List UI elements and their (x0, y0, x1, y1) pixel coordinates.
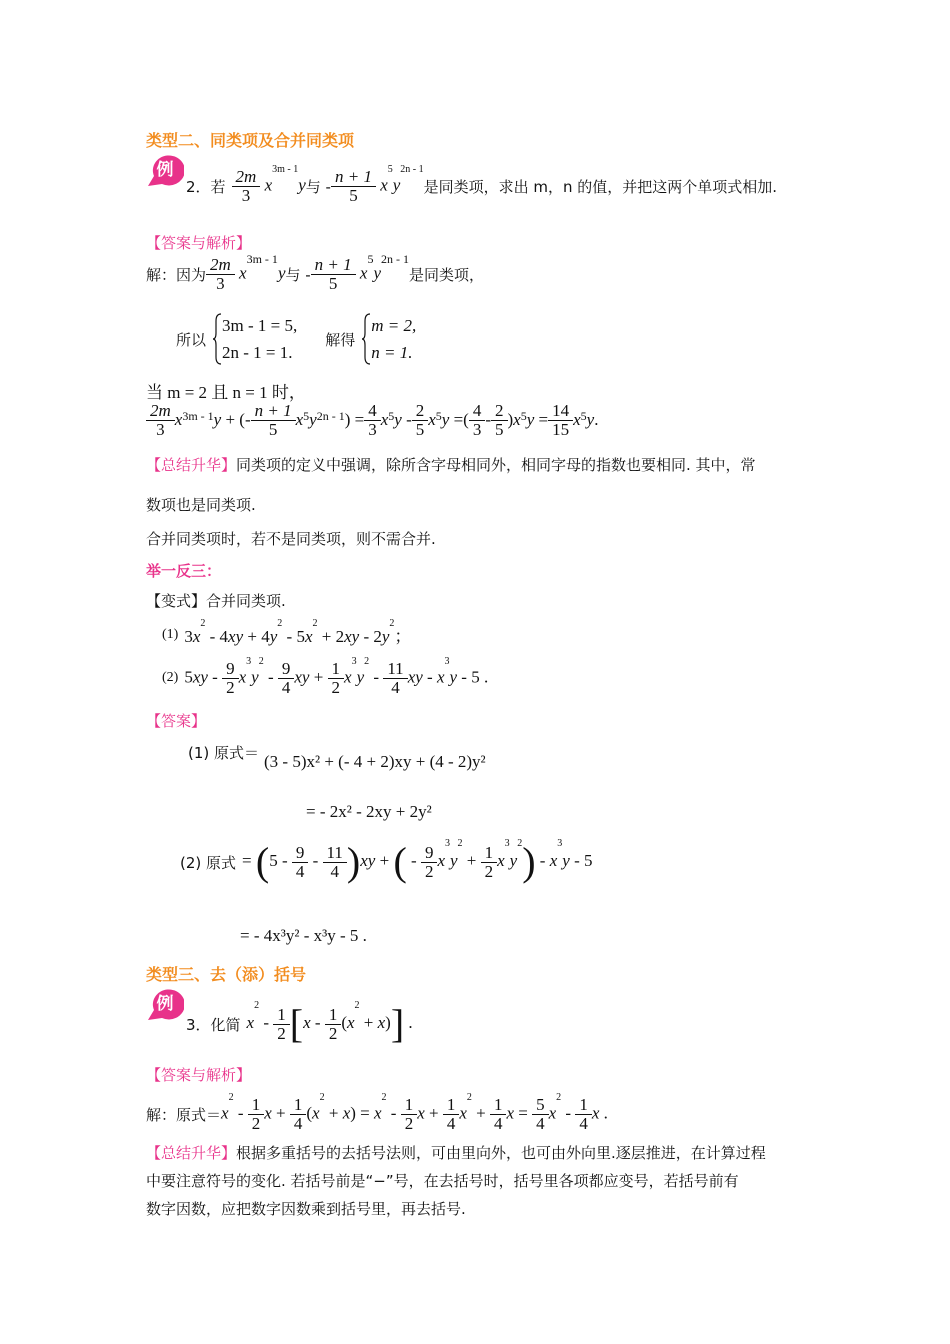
sum-expression: $\frac{2m}{3}$ x $^{3m - 1}$ y + (- $\frac{n + 1}{5}$ x $^5$ y $^{2n - 1}$ ) = $\frac{4}{3}$ x $^5$ y - $\frac{2}{5}$ x $^5$ y =( $\frac{4}{3}$ - $\frac{2}{5}$ ) x $^5$ y = $\frac{14}{15}$ x $^5$ y . (146, 402, 598, 439)
equation-system: 所以 3m - 1 = 5, 2n - 1 = 1. 解得 m = 2, n = 1. (176, 316, 417, 363)
summary-2-line2: 数项也是同类项. (146, 496, 256, 514)
exercise-1: (1) $3x^2 - 4xy + 4y^2 - 5x^2 + 2xy - 2y^2$； (162, 618, 412, 646)
practice-label: 【变式】合并同类项. (146, 592, 286, 610)
answer-label: 【答案与解析】 (146, 234, 252, 252)
summary-3-line2: 中要注意符号的变化. 若括号前是“−”号，在去括号时，括号里各项都应变号，若括号前有 (146, 1172, 739, 1190)
answer-2-line2: = - 4x³y² - x³y - 5 . (240, 926, 367, 945)
svg-text:例: 例 (156, 994, 174, 1014)
solution-2-line1: 解：因为 $\frac{2m}{3}$ $x^{3m - 1}y$ 与 - $\frac{n + 1}{5}$ $x^5y^{2n - 1}$ 是同类项， (146, 252, 485, 293)
example-badge-icon (144, 152, 184, 188)
summary-3-line3: 数字因数，应把数字因数乘到括号里，再去括号. (146, 1200, 466, 1218)
section-3-title: 类型三、去（添）括号 (146, 965, 307, 984)
solution-3: 解：原式＝ $x^2$ - $\frac{1}{2}$ x + $\frac{1}{4}$ $(x^2 + x) = x^2$ - $\frac{1}{2}$ x + $\frac{1}{4}$ $x^2$ + $\frac{1}{4}$ x = $\frac{5}{4}$ $x^2$ - $\frac{1}{4}$ x . (146, 1092, 608, 1133)
answer-1-line1: (3 - 5)x² + (- 4 + 2)xy + (4 - 2)y² (264, 752, 486, 771)
exercise-2: (2) 5xy - $\frac{9}{2}$ $x^3y^2$ - $\frac{9}{4}$ xy + $\frac{1}{2}$ $x^3y^2$ - $\frac{11}{4}$ xy - $x^3y - 5$ . (162, 656, 489, 697)
svg-text:例: 例 (156, 160, 174, 180)
answer-only-label: 【答案】 (146, 712, 207, 730)
answer-2-line1: (2) 原式 = (5 - $\frac{9}{4}$ - $\frac{11}{4}$ )xy + ( - $\frac{9}{2}$ $x^3y^2$ + $\frac{1}{2}$ $x^3y^2) - x^3y - 5$ (180, 838, 593, 884)
condition-line: 当 m = 2 且 n = 1 时， (146, 383, 306, 402)
answer-1-line2: = - 2x² - 2xy + 2y² (306, 802, 432, 821)
example-3-statement: 3．化简 $x^2$ - $\frac{1}{2}$ [x - $\frac{1}{2}$ $(x^2 + x)$] . (186, 1000, 413, 1046)
example-badge-icon (144, 986, 184, 1022)
summary-3-line1: 【总结升华】根据多重括号的去括号法则，可由里向外，也可由外向里.逐层推进，在计算过程 (146, 1144, 766, 1162)
summary-2-line3: 合并同类项时，若不是同类项，则不需合并. (146, 530, 436, 548)
section-title: 类型二、同类项及合并同类项 (146, 131, 355, 150)
example-2-statement: 2．若 $\frac{2m}{3}$ $x^{3m - 1}y$ 与 - $\frac{n + 1}{5}$ $x^5y^{2n - 1}$ 是同类项，求出 m，n 的值，并把这两个单项式相加. (186, 164, 778, 205)
practice-title: 举一反三： (146, 562, 222, 580)
answer-label: 【答案与解析】 (146, 1066, 252, 1084)
summary-2-line1: 【总结升华】同类项的定义中强调，除所含字母相同外，相同字母的指数也要相同. 其中，常 (146, 456, 756, 474)
answer-1-label: (1) 原式＝ (188, 744, 260, 762)
